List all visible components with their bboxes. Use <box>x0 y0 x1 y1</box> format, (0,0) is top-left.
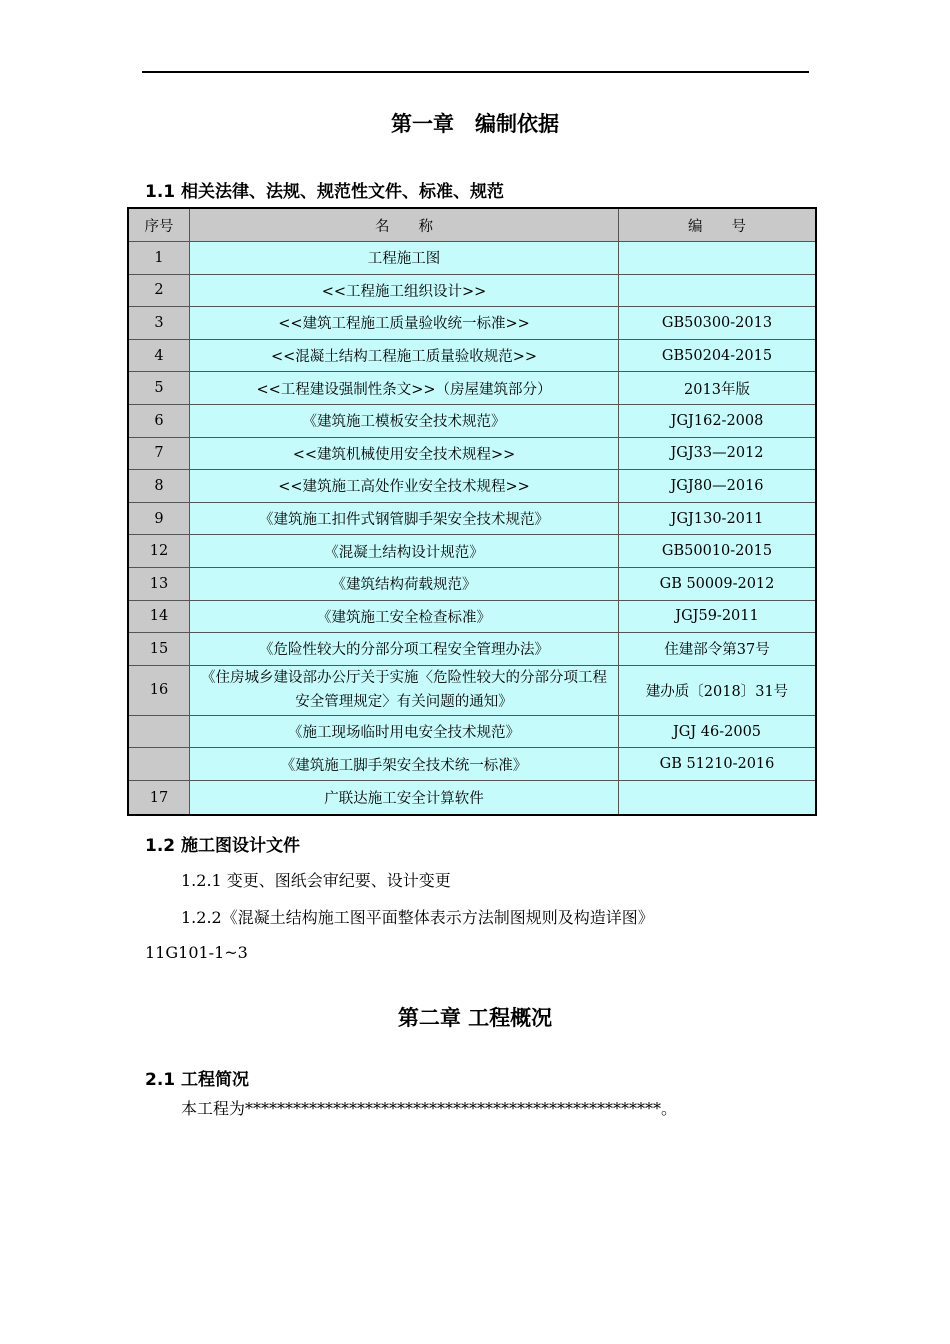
standards-table <box>127 207 817 816</box>
row-name: 《住房城乡建设部办公厅关于实施〈危险性较大的分部分项工程安全管理规定〉有关问题的通知》 <box>190 665 619 715</box>
chapter-2-title: 第二章 工程概况 <box>397 1006 553 1030</box>
table-header-row <box>128 208 816 242</box>
row-code: JGJ162-2008 <box>619 404 817 437</box>
row-code: JGJ80—2016 <box>619 470 817 503</box>
item-1-2-2-line2: 11G101-1~3 <box>145 943 248 962</box>
row-seq <box>128 748 190 781</box>
table-row <box>128 502 816 535</box>
item-1-2-1: 1.2.1 变更、图纸会审纪要、设计变更 <box>181 871 451 890</box>
row-name: 《建筑施工脚手架安全技术统一标准》 <box>190 748 619 781</box>
table-row <box>128 665 816 715</box>
row-name: 《建筑施工安全检查标准》 <box>190 600 619 633</box>
row-seq <box>128 715 190 748</box>
row-name: 《危险性较大的分部分项工程安全管理办法》 <box>190 633 619 666</box>
table-row <box>128 242 816 275</box>
row-code <box>619 274 817 307</box>
table-row <box>128 372 816 405</box>
table-row <box>128 715 816 748</box>
row-name: <<工程建设强制性条文>>（房屋建筑部分） <box>190 372 619 405</box>
row-code: JGJ130-2011 <box>619 502 817 535</box>
row-code: JGJ59-2011 <box>619 600 817 633</box>
table-row <box>128 307 816 340</box>
row-code: JGJ33—2012 <box>619 437 817 470</box>
header-code: 编 号 <box>619 208 817 242</box>
header-name: 名 称 <box>190 208 619 242</box>
section-1-2-title: 1.2 施工图设计文件 <box>145 836 301 856</box>
row-name: <<建筑施工高处作业安全技术规程>> <box>190 470 619 503</box>
row-seq: 9 <box>128 502 190 535</box>
table-row <box>128 470 816 503</box>
row-code: GB50204-2015 <box>619 339 817 372</box>
row-code: 住建部令第37号 <box>619 633 817 666</box>
row-seq: 2 <box>128 274 190 307</box>
chapter-1-title: 第一章 编制依据 <box>391 112 559 136</box>
row-seq: 6 <box>128 404 190 437</box>
row-name: 《施工现场临时用电安全技术规范》 <box>190 715 619 748</box>
row-seq: 13 <box>128 567 190 600</box>
row-name: <<建筑机械使用安全技术规程>> <box>190 437 619 470</box>
table-row <box>128 535 816 568</box>
row-code: GB 51210-2016 <box>619 748 817 781</box>
table-row <box>128 274 816 307</box>
row-code: JGJ 46-2005 <box>619 715 817 748</box>
row-code: GB50010-2015 <box>619 535 817 568</box>
row-seq: 5 <box>128 372 190 405</box>
row-code <box>619 781 817 815</box>
section-1-1-title: 1.1 相关法律、法规、规范性文件、标准、规范 <box>145 182 505 202</box>
row-name: <<混凝土结构工程施工质量验收规范>> <box>190 339 619 372</box>
row-code: 2013年版 <box>619 372 817 405</box>
row-code <box>619 242 817 275</box>
row-code: 建办质〔2018〕31号 <box>619 665 817 715</box>
row-name: 《混凝土结构设计规范》 <box>190 535 619 568</box>
table-row <box>128 633 816 666</box>
row-name: <<建筑工程施工质量验收统一标准>> <box>190 307 619 340</box>
row-name: <<工程施工组织设计>> <box>190 274 619 307</box>
top-rule <box>142 71 809 73</box>
item-1-2-2-line1: 1.2.2《混凝土结构施工图平面整体表示方法制图规则及构造详图》 <box>181 908 654 927</box>
project-description: 本工程为****************************************************。 <box>181 1099 678 1118</box>
table-row <box>128 404 816 437</box>
row-seq: 1 <box>128 242 190 275</box>
row-name: 《建筑结构荷载规范》 <box>190 567 619 600</box>
row-name: 《建筑施工扣件式钢管脚手架安全技术规范》 <box>190 502 619 535</box>
row-seq: 15 <box>128 633 190 666</box>
row-seq: 4 <box>128 339 190 372</box>
row-code: GB50300-2013 <box>619 307 817 340</box>
row-seq: 12 <box>128 535 190 568</box>
table-row <box>128 748 816 781</box>
table-row <box>128 567 816 600</box>
row-seq: 16 <box>128 665 190 715</box>
section-2-1-title: 2.1 工程简况 <box>145 1070 250 1090</box>
row-seq: 3 <box>128 307 190 340</box>
table-row <box>128 437 816 470</box>
table-row <box>128 339 816 372</box>
row-name: 《建筑施工模板安全技术规范》 <box>190 404 619 437</box>
row-seq: 14 <box>128 600 190 633</box>
row-name: 广联达施工安全计算软件 <box>190 781 619 815</box>
header-seq: 序号 <box>128 208 190 242</box>
row-seq: 17 <box>128 781 190 815</box>
row-seq: 8 <box>128 470 190 503</box>
table-row <box>128 600 816 633</box>
row-seq: 7 <box>128 437 190 470</box>
row-code: GB 50009-2012 <box>619 567 817 600</box>
row-name: 工程施工图 <box>190 242 619 275</box>
table-row <box>128 781 816 815</box>
